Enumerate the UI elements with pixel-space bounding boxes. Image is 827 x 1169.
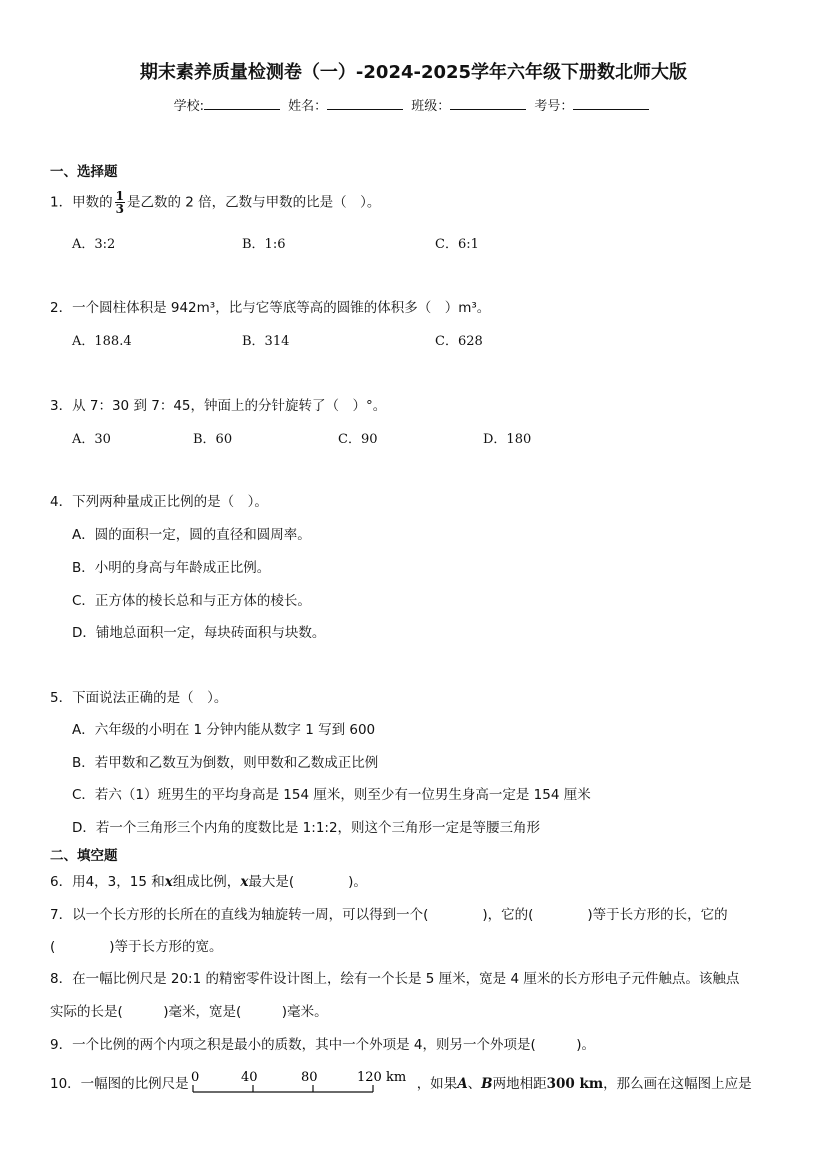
question-5-option-c[interactable]: C．若六（1）班男生的平均身高是 154 厘米，则至少有一位男生身高一定是 154 厘米 bbox=[72, 787, 591, 803]
scale-bar bbox=[189, 1070, 417, 1096]
exam-no-blank[interactable] bbox=[573, 97, 649, 110]
question-1-pre: 甲数的 bbox=[72, 194, 113, 211]
question-2-option-c[interactable]: C．628 bbox=[435, 334, 483, 349]
question-9: 9．一个比例的两个内项之积是最小的质数，其中一个外项是 4，则另一个外项是( )。 bbox=[50, 1037, 596, 1053]
question-10-pre: 10．一幅图的比例尺是 bbox=[50, 1076, 189, 1092]
scale-label-40: 40 bbox=[240, 1070, 258, 1085]
class-blank[interactable] bbox=[450, 97, 526, 110]
fraction-numerator: 1 bbox=[115, 189, 124, 203]
question-4-option-b[interactable]: B．小明的身高与年龄成正比例。 bbox=[72, 560, 271, 576]
question-8-line-2: 实际的长是( )毫米，宽是( )毫米。 bbox=[50, 1004, 328, 1020]
question-2-option-b[interactable]: B．314 bbox=[242, 334, 290, 349]
page-title: 期末素养质量检测卷（一）-2024-2025学年六年级下册数北师大版 bbox=[139, 62, 688, 83]
question-6-mid: 组成比例， bbox=[172, 874, 241, 890]
distance-value: 300 km bbox=[546, 1076, 604, 1092]
section-fill-title: 二、填空题 bbox=[50, 848, 118, 864]
question-5: 5．下面说法正确的是（ ）。 bbox=[50, 690, 228, 706]
question-4-option-c[interactable]: C．正方体的棱长总和与正方体的棱长。 bbox=[72, 593, 311, 609]
question-10 bbox=[50, 1070, 752, 1096]
question-4: 4．下列两种量成正比例的是（ ）。 bbox=[50, 494, 268, 510]
question-5-option-d[interactable]: D．若一个三角形三个内角的度数比是 1:1:2，则这个三角形一定是等腰三角形 bbox=[72, 820, 541, 836]
school-blank[interactable] bbox=[204, 97, 280, 110]
variable-x: x bbox=[164, 874, 173, 890]
point-a: A bbox=[457, 1076, 468, 1092]
question-6-pre: 6．用4，3，15 和 bbox=[50, 874, 165, 890]
question-10-mid1: ，如果 bbox=[416, 1076, 458, 1092]
question-1-option-c[interactable]: C．6:1 bbox=[435, 237, 479, 252]
question-10-post: ，那么画在这幅图上应是 bbox=[603, 1076, 752, 1092]
question-1-number: 1． bbox=[50, 194, 73, 211]
scale-bar-graphic bbox=[189, 1070, 417, 1096]
point-separator: 、 bbox=[467, 1076, 482, 1092]
question-5-option-a[interactable]: A．六年级的小明在 1 分钟内能从数字 1 写到 600 bbox=[72, 722, 376, 738]
question-1 bbox=[50, 190, 380, 215]
question-1-post: 是乙数的 2 倍，乙数与甲数的比是（ ）。 bbox=[126, 194, 381, 211]
question-3-option-b[interactable]: B．60 bbox=[193, 432, 233, 447]
question-3-option-d[interactable]: D．180 bbox=[483, 432, 532, 447]
question-1-option-b[interactable]: B．1:6 bbox=[242, 237, 286, 252]
scale-label-120km: 120 km bbox=[356, 1070, 406, 1085]
name-label: 姓名： bbox=[288, 99, 328, 114]
question-6-post: 最大是( )。 bbox=[248, 874, 367, 890]
school-label: 学校: bbox=[173, 99, 204, 114]
question-2: 2．一个圆柱体积是 942m³，比与它等底等高的圆锥的体积多（ ）m³。 bbox=[50, 300, 491, 316]
question-3-option-c[interactable]: C．90 bbox=[338, 432, 378, 447]
student-info-line bbox=[0, 95, 827, 114]
question-8-line-1: 8．在一幅比例尺是 20:1 的精密零件设计图上，绘有一个长是 5 厘米，宽是 4 厘米的长方形电子元件触点。该触点 bbox=[50, 971, 740, 987]
scale-label-80: 80 bbox=[300, 1070, 318, 1085]
question-4-option-a[interactable]: A．圆的面积一定，圆的直径和圆周率。 bbox=[72, 527, 311, 543]
section-choice-title: 一、选择题 bbox=[50, 164, 118, 180]
question-7-line-2: ( )等于长方形的宽。 bbox=[50, 939, 223, 955]
variable-x: x bbox=[240, 874, 249, 890]
question-5-option-b[interactable]: B．若甲数和乙数互为倒数，则甲数和乙数成正比例 bbox=[72, 755, 379, 771]
question-1-option-a[interactable]: A．3:2 bbox=[72, 237, 116, 252]
fraction-denominator: 3 bbox=[115, 202, 124, 216]
question-3-option-a[interactable]: A．30 bbox=[72, 432, 111, 447]
question-6 bbox=[50, 870, 367, 890]
question-10-mid2: 两地相距 bbox=[492, 1076, 547, 1092]
point-b: B bbox=[481, 1076, 493, 1092]
question-2-option-a[interactable]: A．188.4 bbox=[72, 334, 132, 349]
exam-no-label: 考号： bbox=[534, 99, 574, 114]
question-4-option-d[interactable]: D．铺地总面积一定，每块砖面积与块数。 bbox=[72, 625, 326, 641]
scale-label-0: 0 bbox=[190, 1070, 199, 1085]
question-3: 3．从 7：30 到 7：45，钟面上的分针旋转了（ ）°。 bbox=[50, 398, 387, 414]
class-label: 班级： bbox=[411, 99, 451, 114]
name-blank[interactable] bbox=[327, 97, 403, 110]
fraction-one-third bbox=[115, 190, 125, 215]
question-7-line-1: 7．以一个长方形的长所在的直线为轴旋转一周，可以得到一个( )，它的( )等于长方形的长，它的 bbox=[50, 907, 728, 923]
